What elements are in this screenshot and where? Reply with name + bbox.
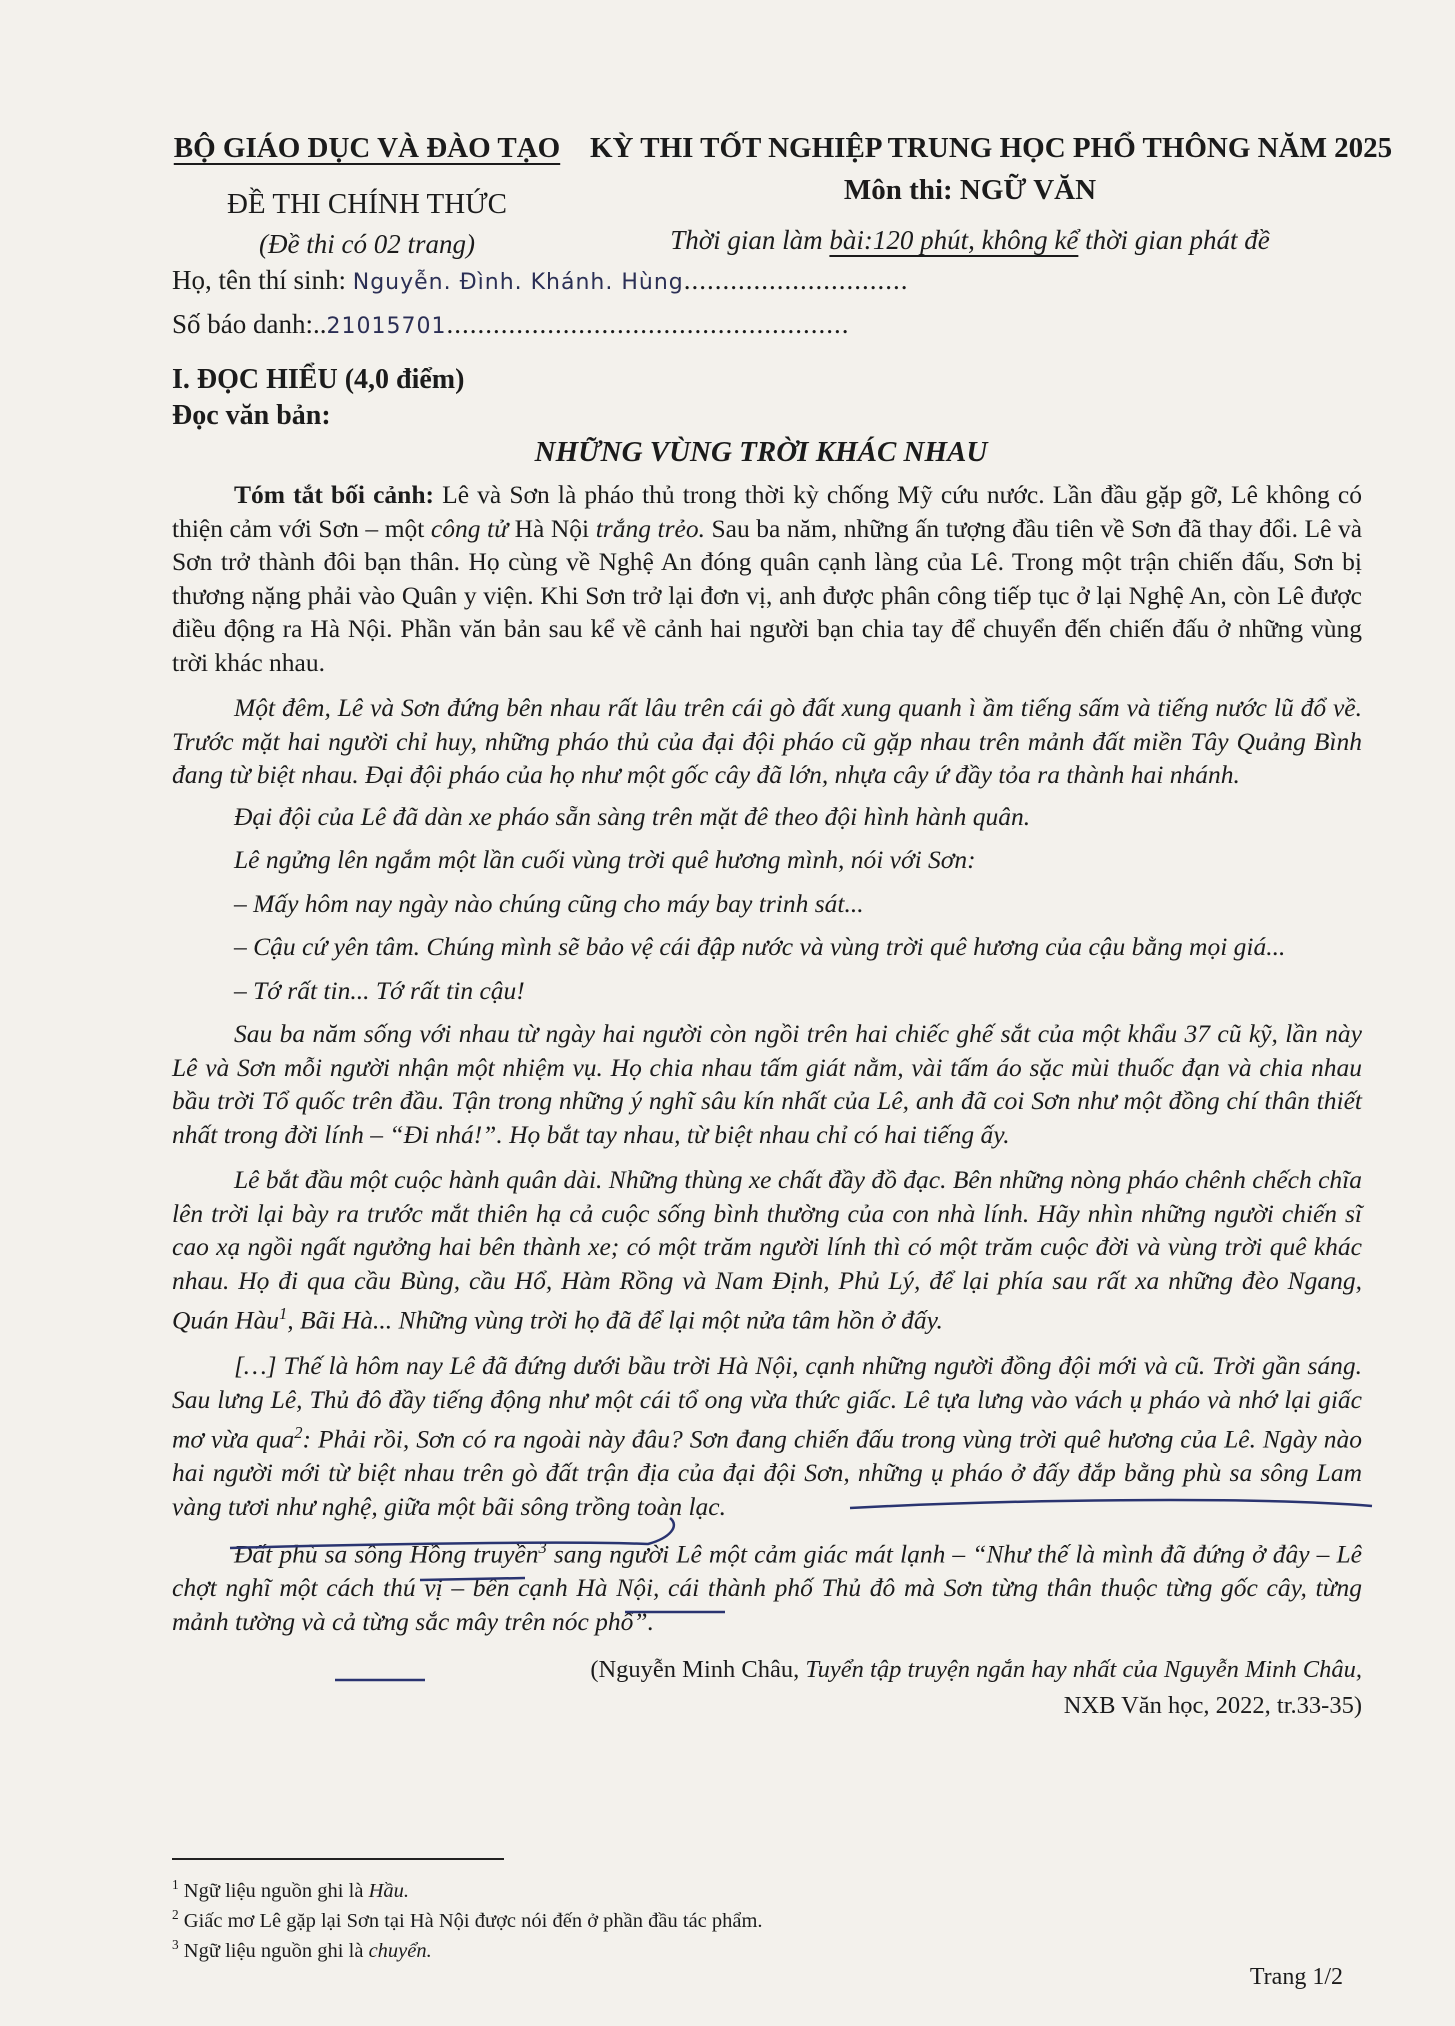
pages-note: (Đề thi có 02 trang): [259, 229, 475, 259]
paragraph-1: Một đêm, Lê và Sơn đứng bên nhau rất lâu trên cái gò đất xung quanh ì ầm tiếng sấm và tiếng nước lũ đổ về. Trước mặt hai người chỉ huy, những pháo thủ của đại đội pháo cũ gặp nhau trên mảnh đất miền Tây Quảng Bình đang từ biệt nhau. Đại đội pháo của họ như một gốc cây đã lớn, nhựa cây ứ đầy tỏa ra thành hai nhánh.: [172, 693, 1362, 789]
footnote-ref-1: 1: [278, 1304, 288, 1323]
subject-line: [590, 172, 1350, 208]
subject-name: NGỮ VĂN: [959, 174, 1097, 206]
candidate-name-handwritten: Nguyễn. Đình. Khánh. Hùng: [352, 270, 684, 295]
source-publisher: NXB Văn học, 2022, tr.33-35): [1063, 1692, 1362, 1719]
section-heading: I. ĐỌC HIỂU (4,0 điểm): [172, 364, 465, 395]
summary-paragraph: [172, 478, 1362, 679]
footnote-2: [172, 1902, 763, 1934]
paragraph-7: [172, 1531, 1362, 1638]
footnote-3-italic: chuyển.: [368, 1939, 432, 1962]
footnote-1: [172, 1872, 409, 1904]
page-number: Trang 1/2: [1249, 1964, 1343, 1990]
source-book: Tuyển tập truyện ngắn hay nhất của Nguyễn Minh Châu,: [805, 1656, 1362, 1683]
time-line: [590, 222, 1350, 258]
paragraph-7-text-a: Đất phù sa sông Hồng truyền: [234, 1539, 539, 1569]
summary-text-b: Hà Nội: [508, 513, 596, 543]
source-author: (Nguyễn Minh Châu,: [590, 1656, 806, 1683]
time-prefix: Thời gian làm: [670, 225, 830, 255]
paragraph-5: [172, 1163, 1362, 1337]
paragraph-4: Sau ba năm sống với nhau từ ngày hai người còn ngồi trên hai chiếc ghế sắt của một khẩu 37 cũ kỹ, lần này Lê và Sơn mỗi người nhận một nhiệm vụ. Họ chia nhau tấm giát nằm, vài tấm áo sặc mùi thuốc đạn và chia nhau bầu trời Tổ quốc trên đầu. Tận trong những ý nghĩ sâu kín nhất của Lê, anh đã coi Sơn như một đồng chí thân thiết nhất trong đời lính – “Đi nhá!”. Họ bắt tay nhau, từ biệt nhau chỉ có hai tiếng ấy.: [172, 1019, 1362, 1149]
paragraph-3: Lê ngửng lên ngắm một lần cuối vùng trời quê hương mình, nói với Sơn:: [234, 845, 976, 874]
footnote-2-number: 2: [172, 1907, 179, 1922]
paragraph-5-text-a: Lê bắt đầu một cuộc hành quân dài. Những thùng xe chất đầy đồ đạc. Bên những nòng pháo chênh chếch chĩa lên trời lại bày ra trước mắt thiên hạ cả cuộc sống bình thường của con nhà lính. Hãy nhìn những người chiến sĩ cao xạ ngồi ngất ngưởng hai bên thành xe; có một trăm người lính thì có một trăm cuộc đời và vùng trời quê khác nhau. Họ đi qua cầu Bùng, cầu Hổ, Hàm Rồng và Nam Định, Phủ Lý, để lại phía sau rất xa những đèo Ngang, Quán Hàu: [172, 1165, 1362, 1335]
candidate-id-dots: ....................................................: [446, 309, 850, 339]
dialogue-3: – Tớ rất tin... Tớ rất tin cậu!: [234, 975, 525, 1005]
footnote-2-text: Giấc mơ Lê gặp lại Sơn tại Hà Nội được nói đến ở phần đầu tác phẩm.: [178, 1909, 763, 1932]
passage-title: NHỮNG VÙNG TRỜI KHÁC NHAU: [534, 436, 988, 468]
paragraph-6-text-a: […] Thế là hôm nay Lê đã đứng dưới bầu trời Hà Nội, cạnh những người đồng đội mới và cũ. Trời gần sáng. Sau lưng Lê, Thủ đô đầy tiếng động như một cái tổ ong vừa thức giấc. Lê tựa lưng vào vách ụ pháo và nhớ lại giấc mơ vừa qua: [172, 1351, 1362, 1454]
paragraph-2: Đại đội của Lê đã dàn xe pháo sẵn sàng trên mặt đê theo đội hình hành quân.: [234, 801, 1031, 831]
dialogue-2: – Cậu cứ yên tâm. Chúng mình sẽ bảo vệ cái đập nước và vùng trời quê hương của cậu bằng mọi giá...: [234, 932, 1286, 961]
dialogue-1: – Mấy hôm nay ngày nào chúng cũng cho máy bay trinh sát...: [234, 888, 864, 918]
summary-text-c: Sau ba năm, những ấn tượng đầu tiên về Sơn đã thay đổi. Lê và Sơn trở thành đôi bạn thân. Họ cùng về Nghệ An đóng quân cạnh làng của Lê. Trong một trận chiến đấu, Sơn bị thương nặng phải vào Quân y viện. Khi Sơn trở lại đơn vị, anh được phân công tiếp tục ở lại Nghệ An, còn Lê được điều động ra Hà Nội. Phần văn bản sau kể về cảnh hai người bạn chia tay để chuyển đến chiến đấu ở những vùng trời khác nhau.: [172, 513, 1363, 677]
candidate-name-line: [172, 262, 909, 301]
candidate-id-line: [172, 306, 849, 345]
source-citation: [172, 1652, 1362, 1724]
candidate-id-handwritten: 21015701: [326, 314, 447, 339]
summary-italic-1: công tử: [430, 513, 509, 543]
candidate-id-label: Số báo danh:..: [172, 309, 327, 339]
summary-text-a: Lê và Sơn là pháo thủ trong thời kỳ chống Mỹ cứu nước. Lần đầu gặp gỡ, Lê không có thiện cảm với Sơn – một: [172, 480, 1362, 543]
time-underlined: bài:120 phút, không kể: [829, 225, 1079, 255]
candidate-name-label: Họ, tên thí sinh:: [172, 265, 346, 295]
passage-body: [172, 478, 1362, 1724]
exam-type: ĐỀ THI CHÍNH THỨC: [226, 188, 507, 220]
footnote-1-italic: Hầu.: [368, 1879, 409, 1902]
footnote-1-text: Ngữ liệu nguồn ghi là: [178, 1879, 369, 1902]
ministry-name: BỘ GIÁO DỤC VÀ ĐÀO TẠO: [173, 132, 561, 164]
footnote-3: [172, 1932, 432, 1964]
section-instruction: Đọc văn bản:: [172, 400, 331, 431]
summary-italic-2: trắng trẻo.: [595, 513, 705, 543]
footnote-3-number: 3: [172, 1937, 179, 1952]
candidate-name-dots: .............................: [683, 265, 909, 295]
summary-label: Tóm tắt bối cảnh:: [234, 480, 435, 509]
footnote-3-text: Ngữ liệu nguồn ghi là: [178, 1939, 369, 1962]
footnote-1-number: 1: [172, 1877, 179, 1892]
paragraph-6-text-b: : Phải rồi, Sơn có ra ngoài này đâu? Sơn đang chiến đấu trong vùng trời quê hương của Lê. Ngày nào hai người mới từ biệt nhau trên gò đất trận địa của đại đội Sơn, những ụ pháo ở đấy đắp bằng phù sa sông Lam vàng tươi như nghệ, giữa một bãi sông trồng toàn lạc.: [172, 1424, 1362, 1521]
header-right: [590, 130, 1393, 258]
subject-label: Môn thi:: [843, 174, 953, 206]
paragraph-6: [172, 1349, 1362, 1523]
paragraph-5-text-b: , Bãi Hà... Những vùng trời họ đã để lại một nửa tâm hồn ở đấy.: [287, 1305, 943, 1335]
header-left: [172, 130, 562, 262]
footnote-ref-3: 3: [538, 1538, 547, 1557]
time-suffix: thời gian phát đề: [1078, 225, 1270, 255]
footnote-divider: [172, 1858, 504, 1860]
footnote-ref-2: 2: [294, 1423, 303, 1442]
exam-title: KỲ THI TỐT NGHIỆP TRUNG HỌC PHỔ THÔNG NĂM 2025: [590, 132, 1393, 164]
paragraph-7-text-b: sang người Lê một cảm giác mát lạnh – “Như thế là mình đã đứng ở đây – Lê chợt nghĩ một cách thú vị – bên cạnh Hà Nội, cái thành phố Thủ đô mà Sơn từng thân thuộc từng gốc cây, từng mảnh tường và cả từng sắc mây trên nóc phố”.: [172, 1539, 1362, 1636]
